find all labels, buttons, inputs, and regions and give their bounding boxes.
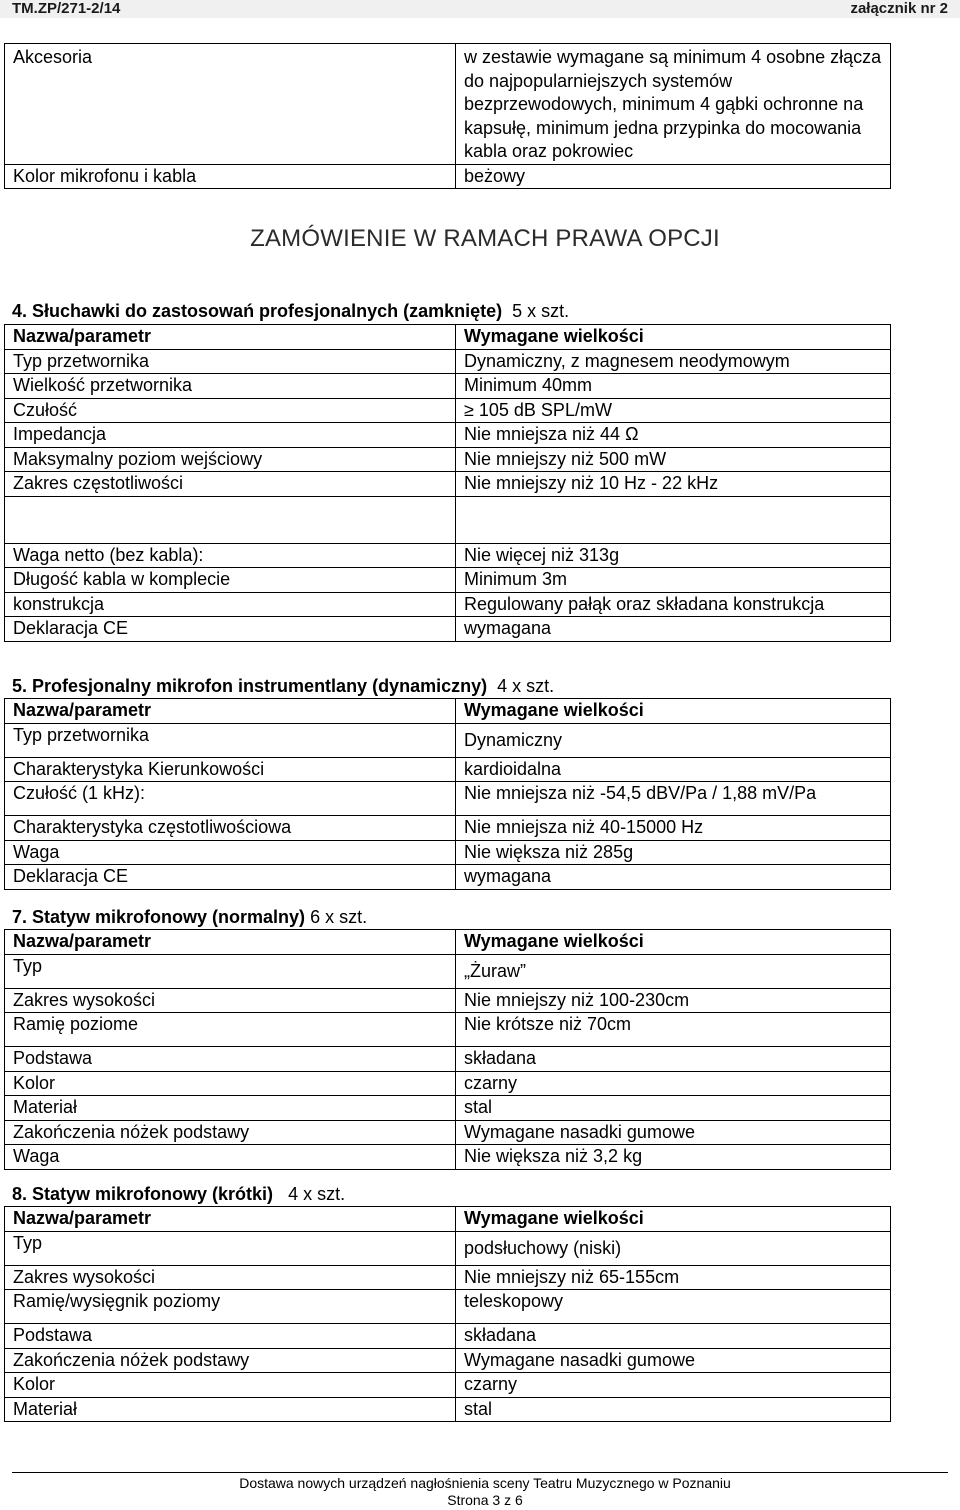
table-row: [5, 840, 891, 865]
param-name: konstrukcja: [5, 592, 456, 617]
param-value: stal: [456, 1096, 891, 1121]
table-header-row: [5, 1207, 891, 1232]
param-name: Zakres częstotliwości: [5, 472, 456, 497]
table-row: [5, 543, 891, 568]
param-name: Typ: [5, 954, 456, 988]
footer-text: Dostawa nowych urządzeń nagłośnienia sceny Teatru Muzycznego w Poznaniu: [239, 1475, 731, 1491]
param-value: podsłuchowy (niski): [456, 1231, 891, 1265]
param-name: Czułość: [5, 398, 456, 423]
table-row: [5, 592, 891, 617]
table-row: [5, 617, 891, 642]
param-value: Wymagane nasadki gumowe: [456, 1348, 891, 1373]
table-row: [5, 1373, 891, 1398]
section-title: [12, 1183, 345, 1207]
table-row: [5, 1324, 891, 1349]
param-name: Zakończenia nóżek podstawy: [5, 1348, 456, 1373]
table-row: [5, 349, 891, 374]
table-row: [5, 1265, 891, 1290]
param-value: Regulowany pałąk oraz składana konstrukcja: [456, 592, 891, 617]
table-row: [5, 1231, 891, 1265]
column-header-name: Nazwa/parametr: [5, 930, 456, 955]
table-row: [5, 1290, 891, 1324]
param-value: w zestawie wymagane są minimum 4 osobne złącza do najpopularniejszych systemów bezprzewodowych, minimum 4 gąbki ochronne na kapsułę, minimum jedna przypinka do mocowania kabla oraz pokrowiec: [456, 44, 891, 165]
table-row: [5, 398, 891, 423]
param-name: Typ przetwornika: [5, 723, 456, 757]
param-name: Waga netto (bez kabla):: [5, 543, 456, 568]
table-spacer-row: [5, 496, 891, 543]
param-name: Waga: [5, 840, 456, 865]
table-row: [5, 44, 891, 165]
param-name: Waga: [5, 1145, 456, 1170]
page-number: Strona 3 z 6: [447, 1492, 523, 1508]
param-name: Czułość (1 kHz):: [5, 782, 456, 816]
column-header-name: Nazwa/parametr: [5, 699, 456, 724]
param-name: Ramię/wysięgnik poziomy: [5, 1290, 456, 1324]
param-name: Kolor mikrofonu i kabla: [5, 164, 456, 189]
param-value: składana: [456, 1324, 891, 1349]
column-header-value: Wymagane wielkości: [456, 930, 891, 955]
param-value: Dynamiczny: [456, 723, 891, 757]
param-name: Wielkość przetwornika: [5, 374, 456, 399]
param-value: Wymagane nasadki gumowe: [456, 1120, 891, 1145]
table-header-row: [5, 699, 891, 724]
param-value: beżowy: [456, 164, 891, 189]
column-header-value: Wymagane wielkości: [456, 699, 891, 724]
param-name: Zakres wysokości: [5, 988, 456, 1013]
page-header: [0, 0, 960, 18]
param-value: wymagana: [456, 617, 891, 642]
param-value: czarny: [456, 1373, 891, 1398]
param-name: Akcesoria: [5, 44, 456, 165]
param-value: Nie mniejszy niż 100-230cm: [456, 988, 891, 1013]
section-8-qty: 4 x szt.: [288, 1184, 346, 1204]
param-value: Nie więcej niż 313g: [456, 543, 891, 568]
table-row: [5, 423, 891, 448]
param-name: Ramię poziome: [5, 1013, 456, 1047]
param-name: Charakterystyka Kierunkowości: [5, 757, 456, 782]
table-row: [5, 1348, 891, 1373]
section-7-qty: 6 x szt.: [310, 907, 368, 927]
param-value: Minimum 40mm: [456, 374, 891, 399]
param-value: Dynamiczny, z magnesem neodymowym: [456, 349, 891, 374]
document-reference: TM.ZP/271-2/14: [12, 0, 121, 17]
table-header-row: [5, 930, 891, 955]
table-row: [5, 472, 891, 497]
param-value: ≥ 105 dB SPL/mW: [456, 398, 891, 423]
param-name: Kolor: [5, 1071, 456, 1096]
section-7-title: 7. Statyw mikrofonowy (normalny): [12, 907, 306, 927]
param-value: „Żuraw”: [456, 954, 891, 988]
param-name: Deklaracja CE: [5, 617, 456, 642]
param-name: Kolor: [5, 1373, 456, 1398]
param-name: Zakres wysokości: [5, 1265, 456, 1290]
section-5-qty: 4 x szt.: [497, 676, 555, 696]
attachment-label: załącznik nr 2: [850, 0, 948, 17]
table-row: [5, 568, 891, 593]
param-name: Deklaracja CE: [5, 865, 456, 890]
stand-short-spec-table: [4, 1206, 891, 1422]
param-value: kardioidalna: [456, 757, 891, 782]
param-value: Nie mniejsza niż 44 Ω: [456, 423, 891, 448]
table-row: [5, 447, 891, 472]
param-value: teleskopowy: [456, 1290, 891, 1324]
param-value: wymagana: [456, 865, 891, 890]
page-title: ZAMÓWIENIE W RAMACH PRAWA OPCJI: [250, 225, 720, 252]
param-value: Nie mniejszy niż 500 mW: [456, 447, 891, 472]
param-value: Nie większa niż 3,2 kg: [456, 1145, 891, 1170]
param-value: Nie mniejsza niż 40-15000 Hz: [456, 816, 891, 841]
param-value: składana: [456, 1047, 891, 1072]
param-name: Materiał: [5, 1397, 456, 1422]
param-name: Typ przetwornika: [5, 349, 456, 374]
table-row: [5, 865, 891, 890]
param-value: Nie mniejszy niż 10 Hz - 22 kHz: [456, 472, 891, 497]
headphones-spec-table: [4, 324, 891, 642]
param-name: Materiał: [5, 1096, 456, 1121]
section-4-qty: 5 x szt.: [512, 301, 570, 321]
param-name: Podstawa: [5, 1324, 456, 1349]
param-name: Typ: [5, 1231, 456, 1265]
footer-divider: [12, 1472, 948, 1473]
table-row: [5, 757, 891, 782]
table-row: [5, 1047, 891, 1072]
param-name: Charakterystyka częstotliwościowa: [5, 816, 456, 841]
column-header-name: Nazwa/parametr: [5, 1207, 456, 1232]
table-row: [5, 374, 891, 399]
param-value: Minimum 3m: [456, 568, 891, 593]
param-value: Nie większa niż 285g: [456, 840, 891, 865]
param-name: Zakończenia nóżek podstawy: [5, 1120, 456, 1145]
param-value: Nie krótsze niż 70cm: [456, 1013, 891, 1047]
table-row: [5, 164, 891, 189]
table-row: [5, 782, 891, 816]
table-header-row: [5, 325, 891, 350]
table-row: [5, 723, 891, 757]
param-name: Maksymalny poziom wejściowy: [5, 447, 456, 472]
section-title: [12, 675, 554, 699]
param-name: Długość kabla w komplecie: [5, 568, 456, 593]
table-row: [5, 1397, 891, 1422]
param-name: Podstawa: [5, 1047, 456, 1072]
section-title: [12, 300, 569, 324]
table-row: [5, 954, 891, 988]
section-title: [12, 906, 367, 930]
param-value: Nie mniejsza niż -54,5 dBV/Pa / 1,88 mV/Pa: [456, 782, 891, 816]
table-row: [5, 1120, 891, 1145]
column-header-name: Nazwa/parametr: [5, 325, 456, 350]
param-name: Impedancja: [5, 423, 456, 448]
section-8-title: 8. Statyw mikrofonowy (krótki): [12, 1184, 274, 1204]
table-row: [5, 988, 891, 1013]
microphone-spec-table: [4, 698, 891, 890]
table-row: [5, 1145, 891, 1170]
table-row: [5, 1071, 891, 1096]
table-row: [5, 1013, 891, 1047]
param-value: stal: [456, 1397, 891, 1422]
column-header-value: Wymagane wielkości: [456, 325, 891, 350]
column-header-value: Wymagane wielkości: [456, 1207, 891, 1232]
param-value: Nie mniejszy niż 65-155cm: [456, 1265, 891, 1290]
table-row: [5, 1096, 891, 1121]
stand-normal-spec-table: [4, 929, 891, 1170]
param-value: czarny: [456, 1071, 891, 1096]
section-5-title: 5. Profesjonalny mikrofon instrumentlany (dynamiczny): [12, 676, 488, 696]
table-row: [5, 816, 891, 841]
accessories-table: [4, 43, 891, 189]
section-4-title: 4. Słuchawki do zastosowań profesjonalnych (zamknięte): [12, 301, 503, 321]
